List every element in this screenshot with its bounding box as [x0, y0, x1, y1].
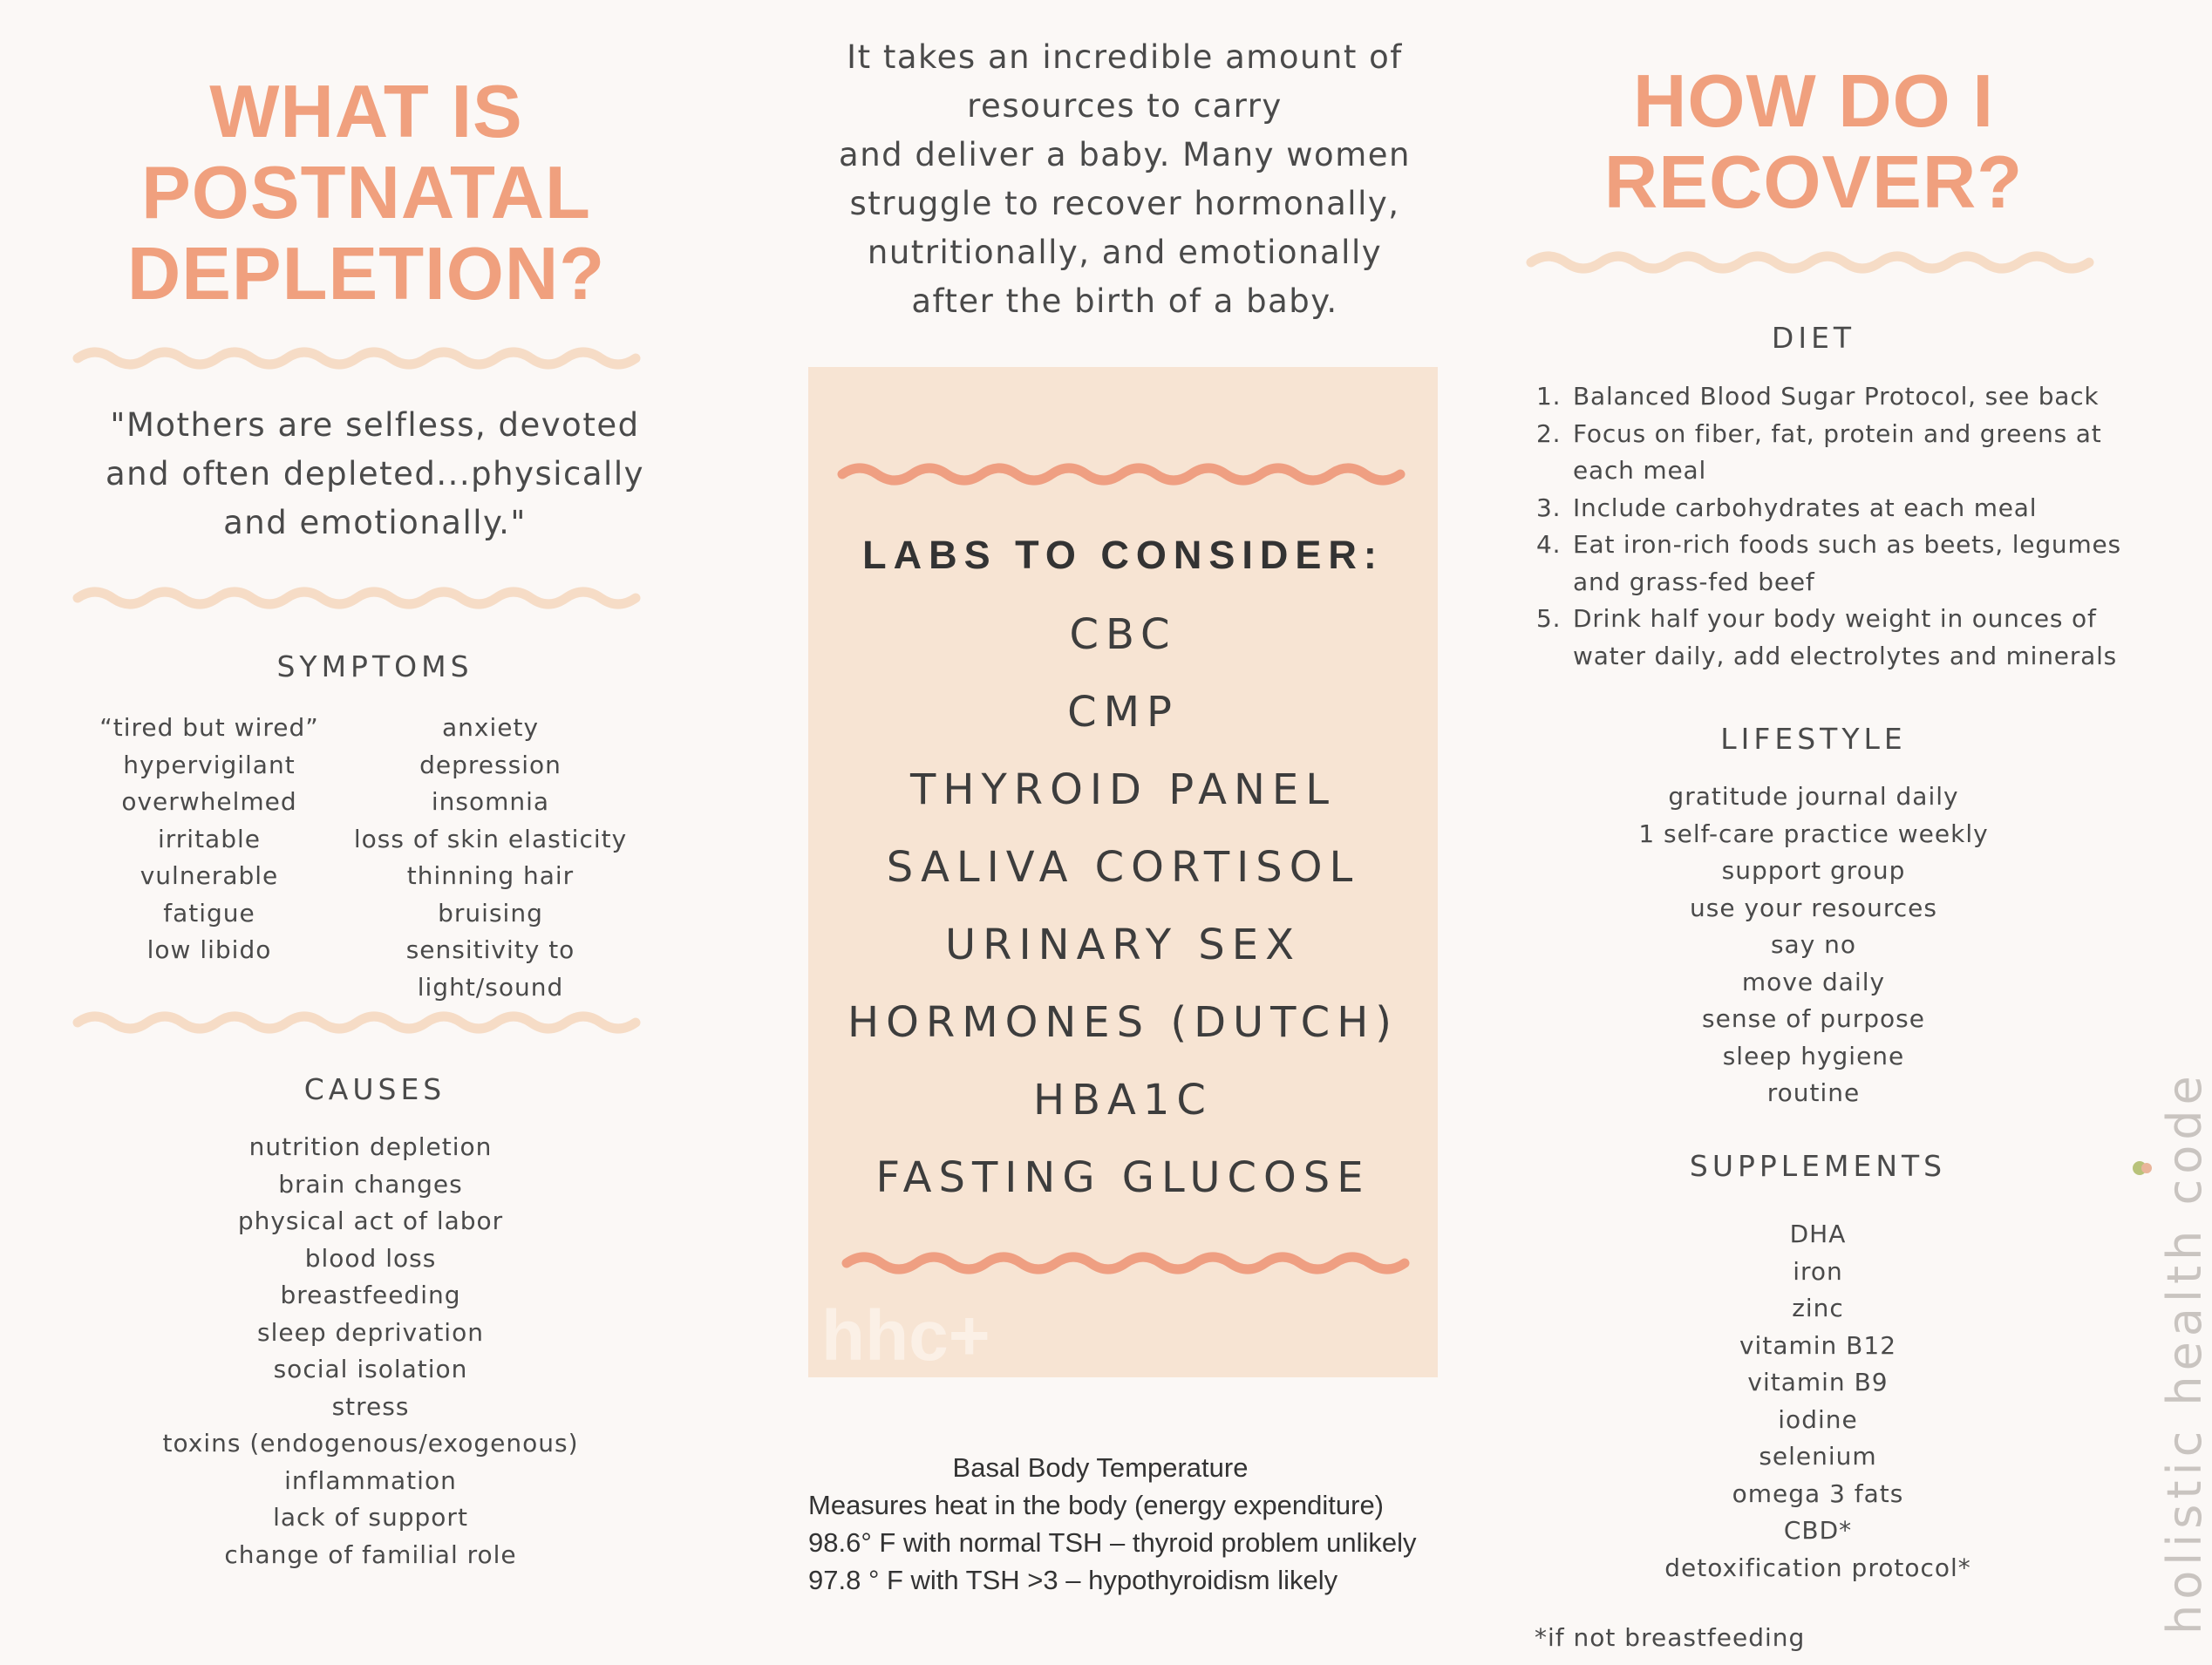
list-item: iron	[1793, 1256, 1843, 1286]
list-item: brain changes	[278, 1169, 463, 1199]
bbt-line: 98.6° F with normal TSH – thyroid problem unlikely	[808, 1527, 1417, 1558]
diet-heading: DIET	[1771, 321, 1856, 355]
symptoms-heading: SYMPTOMS	[276, 649, 473, 683]
list-item: loss of skin elasticity	[353, 824, 628, 853]
list-item: sleep hygiene	[1722, 1041, 1905, 1070]
bbt-note	[808, 1449, 1453, 1599]
lab-item: THYROID PANEL	[910, 765, 1336, 814]
quote-line: and emotionally."	[223, 504, 527, 541]
lab-item: URINARY SEX	[945, 921, 1301, 969]
supplements-heading: SUPPLEMENTS	[1689, 1149, 1947, 1183]
quote-line: "Mothers are selfless, devoted	[110, 406, 640, 444]
wave-divider	[74, 582, 650, 614]
list-item: breastfeeding	[280, 1281, 461, 1309]
wave-divider	[74, 1007, 650, 1038]
list-item: 5. Drink half your body weight in ounces of water daily, add electrolytes and minerals	[1569, 601, 2154, 675]
list-item: iodine	[1778, 1404, 1858, 1434]
labs-panel	[808, 367, 1438, 1377]
list-item: change of familial role	[224, 1539, 517, 1569]
intro-text	[802, 33, 1447, 326]
supplements-list	[1513, 1216, 2123, 1587]
left-title	[70, 71, 663, 315]
list-item: routine	[1766, 1078, 1861, 1107]
list-item: move daily	[1741, 967, 1886, 996]
quote-line: and often depleted...physically	[105, 455, 645, 493]
list-item: “tired but wired”	[99, 713, 319, 742]
list-item: inflammation	[284, 1465, 457, 1495]
brand-vertical-text: holistic health code	[2157, 1070, 2212, 1634]
list-item: vitamin B9	[1747, 1368, 1889, 1397]
list-item: low libido	[146, 935, 272, 964]
lab-item: SALIVA CORTISOL	[886, 843, 1360, 892]
brand-dot-icon	[2126, 1151, 2161, 1186]
list-item: hypervigilant	[123, 750, 296, 779]
list-item: insomnia	[431, 787, 550, 816]
list-item: detoxification protocol*	[1664, 1553, 1971, 1582]
right-title	[1508, 61, 2119, 223]
list-item: sensitivity to light/sound	[405, 935, 575, 1002]
list-item: 4. Eat iron-rich foods such as beets, legumes and grass-fed beef	[1569, 527, 2154, 601]
wave-divider	[74, 343, 645, 374]
intro-line: after the birth of a baby.	[911, 282, 1338, 320]
list-item: nutrition depletion	[248, 1132, 493, 1161]
list-item: blood loss	[304, 1243, 437, 1273]
list-item: CBD*	[1783, 1516, 1853, 1545]
list-item: irritable	[157, 824, 261, 853]
bbt-line: 97.8 ° F with TSH >3 – hypothyroidism likely	[808, 1565, 1338, 1595]
list-item: thinning hair	[406, 861, 575, 890]
list-item: support group	[1721, 856, 1906, 885]
wave-divider	[839, 459, 1405, 490]
title-line: HOW DO I	[1632, 60, 1995, 143]
lifestyle-list	[1508, 778, 2119, 1112]
list-item: 1. Balanced Blood Sugar Protocol, see back	[1569, 378, 2154, 416]
lifestyle-heading: LIFESTYLE	[1720, 722, 1907, 756]
intro-line: nutritionally, and emotionally	[867, 234, 1383, 271]
title-line: RECOVER?	[1603, 141, 2024, 224]
intro-line: resources to carry	[967, 87, 1283, 125]
labs-list	[808, 596, 1438, 1217]
list-item: lack of support	[273, 1503, 468, 1532]
hhc-logo: hhc+	[821, 1296, 990, 1376]
intro-line: It takes an incredible amount of	[847, 38, 1403, 76]
list-item: vitamin B12	[1739, 1330, 1897, 1360]
list-item: use your resources	[1689, 893, 1937, 922]
symptoms-list-1	[87, 710, 331, 969]
labs-title: LABS TO CONSIDER:	[862, 533, 1384, 577]
causes-list	[70, 1129, 671, 1573]
footnote: *if not breastfeeding	[1535, 1623, 1806, 1652]
list-item: DHA	[1789, 1220, 1847, 1248]
list-item: gratitude journal daily	[1668, 782, 1959, 811]
intro-line: and deliver a baby. Many women	[839, 136, 1411, 173]
list-item: 1 self-care practice weekly	[1638, 819, 1989, 848]
quote	[70, 401, 680, 547]
wave-divider	[1528, 247, 2103, 278]
lab-item: HORMONES (DUTCH)	[847, 998, 1399, 1047]
bbt-title: Basal Body Temperature	[952, 1452, 1249, 1483]
lab-item: CBC	[1069, 610, 1177, 659]
list-item: social isolation	[273, 1355, 468, 1383]
list-item: toxins (endogenous/exogenous)	[162, 1429, 579, 1458]
list-item: bruising	[438, 898, 543, 928]
intro-line: struggle to recover hormonally,	[849, 185, 1400, 222]
list-item: physical act of labor	[237, 1206, 504, 1235]
lab-item: HBA1C	[1033, 1076, 1213, 1125]
list-item: fatigue	[163, 898, 255, 928]
list-item: anxiety	[441, 713, 540, 742]
wave-divider	[843, 1247, 1410, 1279]
list-item: stress	[331, 1391, 410, 1421]
list-item: overwhelmed	[121, 787, 297, 816]
lab-item: CMP	[1067, 688, 1179, 737]
causes-heading: CAUSES	[303, 1072, 446, 1106]
list-item: depression	[419, 750, 562, 779]
symptoms-list-2	[331, 710, 650, 1006]
list-item: selenium	[1759, 1442, 1877, 1471]
diet-list	[1521, 378, 2154, 675]
list-item: 3. Include carbohydrates at each meal	[1569, 490, 2154, 527]
title-line: POSTNATAL	[141, 152, 591, 234]
bbt-line: Measures heat in the body (energy expenditure)	[808, 1490, 1385, 1520]
list-item: say no	[1770, 930, 1857, 959]
list-item: omega 3 fats	[1732, 1478, 1904, 1508]
list-item: 2. Focus on fiber, fat, protein and greens at each meal	[1569, 416, 2154, 490]
list-item: vulnerable	[140, 861, 279, 890]
lab-item: FASTING GLUCOSE	[875, 1153, 1371, 1202]
list-item: sense of purpose	[1702, 1004, 1925, 1033]
title-line: WHAT IS	[209, 71, 523, 153]
title-line: DEPLETION?	[126, 233, 606, 316]
list-item: zinc	[1792, 1294, 1844, 1322]
list-item: sleep deprivation	[257, 1317, 484, 1347]
